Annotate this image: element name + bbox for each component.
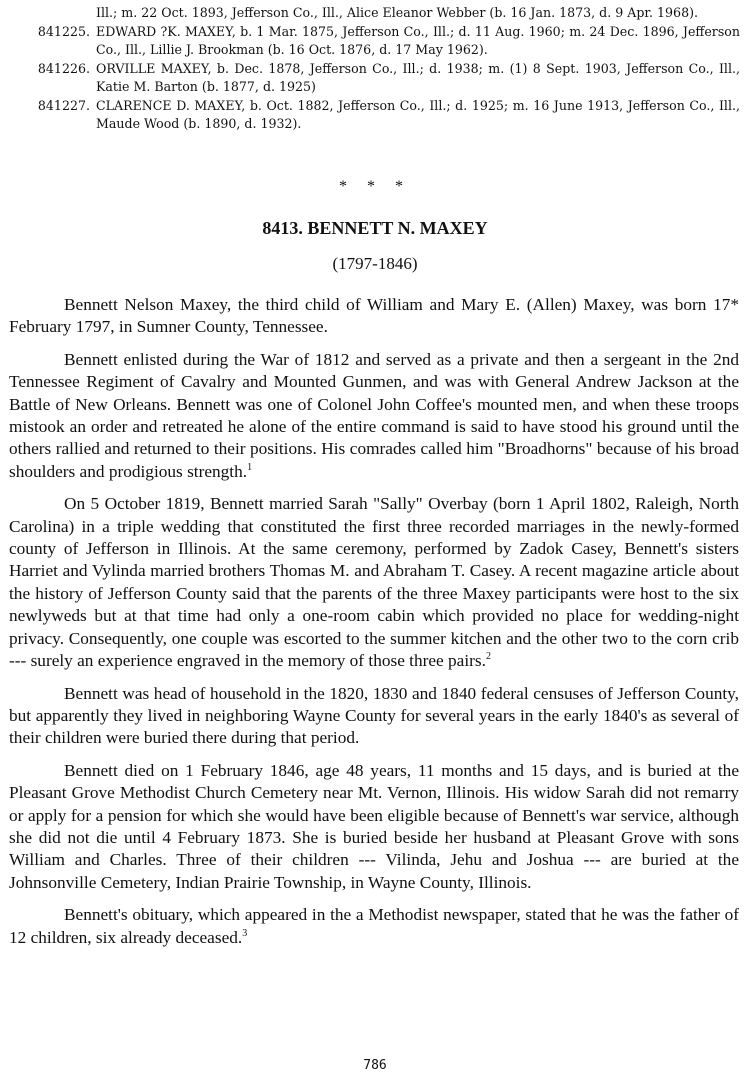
paragraph-census xyxy=(9,683,739,750)
page-number: 786 xyxy=(363,1058,387,1073)
entry-text: ORVILLE MAXEY, b. Dec. 1878, Jefferson Co., Ill.; d. 1938; m. (1) 8 Sept. 1903, Jefferson Co., Ill., Katie M. Barton (b. 1877, d. 1925) xyxy=(96,60,740,94)
paragraph-marriage xyxy=(9,493,739,672)
entry-text: Ill.; m. 22 Oct. 1893, Jefferson Co., Ill., Alice Eleanor Webber (b. 16 Jan. 1873, d. 9 Apr. 1968). xyxy=(96,5,699,20)
entry-841226 xyxy=(8,60,740,97)
entry-841225 xyxy=(8,23,740,60)
footnote-marker: 2 xyxy=(485,651,491,663)
paragraph-text: Bennett was head of household in the 1820, 1830 and 1840 federal censuses of Jefferson County, but apparently they lived in neighboring Wayne County for several years in the early 1840's as several of their children were buried there during that period. xyxy=(9,683,739,748)
entry-number: 841225. xyxy=(37,23,90,39)
entry-number: 841227. xyxy=(37,97,90,113)
paragraph-death xyxy=(9,760,739,894)
paragraph-text: Bennett's obituary, which appeared in the a Methodist newspaper, stated that he was the father of 12 children, six already deceased. xyxy=(9,905,739,947)
section-dates: (1797-1846) xyxy=(332,254,418,273)
paragraph-text: Bennett Nelson Maxey, the third child of William and Mary E. (Allen) Maxey, was born 17* February 1797, in Sumner County, Tennessee. xyxy=(9,295,739,337)
biography-body xyxy=(9,294,739,959)
footnote-marker: 3 xyxy=(242,927,248,939)
footnote-marker: 1 xyxy=(247,462,253,474)
paragraph-text: Bennett died on 1 February 1846, age 48 years, 11 months and 15 days, and is buried at the Pleasant Grove Methodist Church Cemetery near Mt. Vernon, Illinois. His widow Sarah did not remarry or apply for a pension for which she would have been eligible because of Bennett's war service, although she did not die until 4 February 1873. She is buried beside her husband at Pleasant Grove with sons William and Charles. Three of their children --- Vilinda, Jehu and Joshua --- are buried at the Johnsonville Cemetery, Indian Prairie Township, in Wayne County, Illinois. xyxy=(9,760,739,892)
section-separator: * * * xyxy=(339,178,411,195)
entry-number: 841226. xyxy=(37,60,90,76)
entry-continuation xyxy=(8,4,740,23)
section-title: 8413. BENNETT N. MAXEY xyxy=(262,218,488,238)
paragraph-text: Bennett enlisted during the War of 1812 and served as a private and then a sergeant in the 2nd Tennessee Regiment of Cavalry and Mounted Gunmen, and was with General Andrew Jackson at the Battle of New Orleans. Bennett was one of Colonel John Coffee's mounted men, and when these troops mistook an order and retreated he alone of the entire command is said to have stood his ground until the others rallied and returned to their positions. His comrades called him "Broadhorns" because of his broad shoulders and prodigious strength. xyxy=(9,349,739,481)
entry-text: CLARENCE D. MAXEY, b. Oct. 1882, Jefferson Co., Ill.; d. 1925; m. 16 June 1913, Jefferson Co., Ill., Maude Wood (b. 1890, d. 1932). xyxy=(96,97,740,131)
paragraph-obituary xyxy=(9,904,739,949)
entry-text: EDWARD ?K. MAXEY, b. 1 Mar. 1875, Jefferson Co., Ill.; d. 11 Aug. 1960; m. 24 Dec. 1896, Jefferson Co., Ill., Lillie J. Brookman (b. 16 Oct. 1876, d. 17 May 1962). xyxy=(96,23,740,57)
paragraph-text: On 5 October 1819, Bennett married Sarah "Sally" Overbay (born 1 April 1802, Raleigh, North Carolina) in a triple wedding that constituted the first three recorded marriages in the newly-formed county of Jefferson in Illinois. At the same ceremony, performed by Zadok Casey, Bennett's sisters Harriet and Vylinda married brothers Thomas M. and Abraham T. Casey. A recent magazine article about the history of Jefferson County said that the parents of the three Maxey participants were host to the six newlyweds but at that time had only a one-room cabin which provided no place for wedding-night privacy. Consequently, one couple was escorted to the summer kitchen and the other two to the corn crib --- surely an experience engraved in the memory of those three pairs. xyxy=(9,494,739,671)
genealogy-entries xyxy=(8,4,740,134)
paragraph-military xyxy=(9,349,739,483)
entry-841227 xyxy=(8,97,740,134)
paragraph-birth xyxy=(9,294,739,339)
